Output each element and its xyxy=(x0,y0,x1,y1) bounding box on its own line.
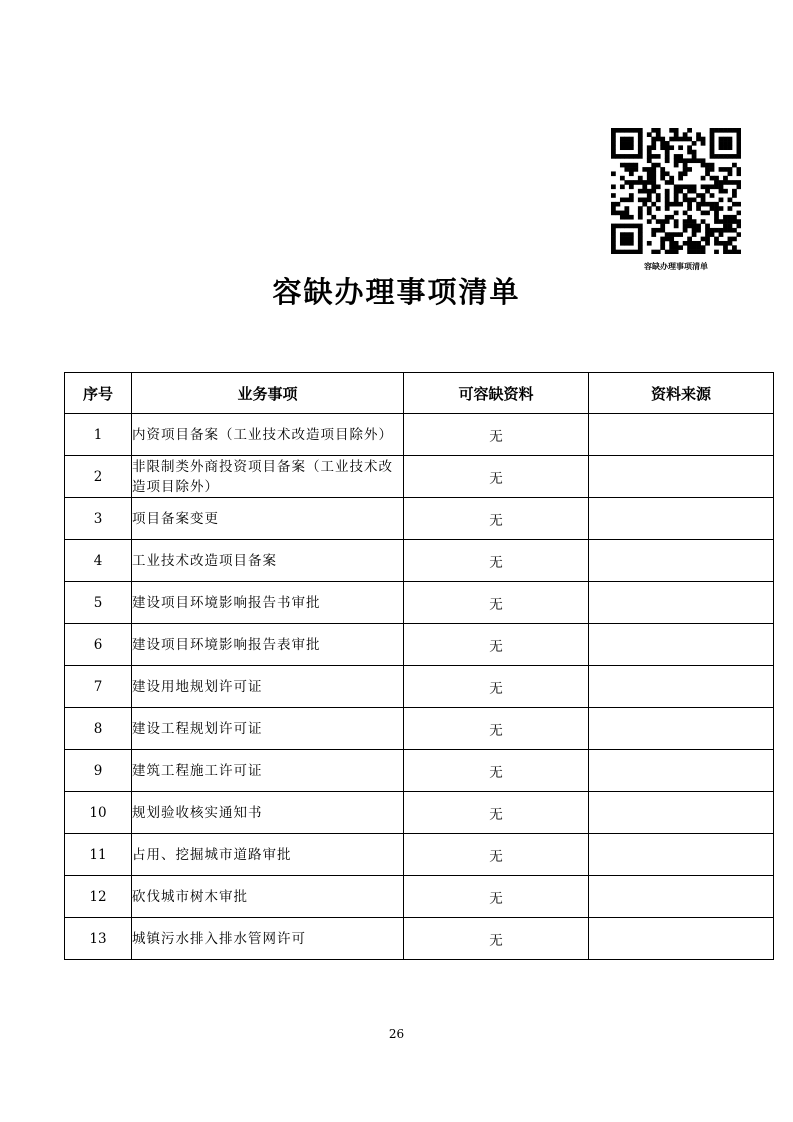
row-item: 项目备案变更 xyxy=(132,498,404,540)
header-item: 业务事项 xyxy=(132,373,404,414)
row-item: 规划验收核实通知书 xyxy=(132,792,404,834)
row-source xyxy=(589,792,774,834)
row-source xyxy=(589,876,774,918)
row-item: 建设项目环境影响报告表审批 xyxy=(132,624,404,666)
document-title: 容缺办理事项清单 xyxy=(272,275,521,309)
row-number: 3 xyxy=(65,498,132,540)
row-number: 7 xyxy=(65,666,132,708)
item-table xyxy=(64,372,774,960)
table-row xyxy=(65,414,774,456)
header-no: 序号 xyxy=(65,373,132,414)
row-missing-docs: 无 xyxy=(404,750,589,792)
header-source: 资料来源 xyxy=(589,373,774,414)
row-source xyxy=(589,498,774,540)
row-item: 占用、挖掘城市道路审批 xyxy=(132,834,404,876)
row-missing-docs: 无 xyxy=(404,540,589,582)
table-row xyxy=(65,750,774,792)
table-row xyxy=(65,708,774,750)
table-row xyxy=(65,582,774,624)
row-number: 9 xyxy=(65,750,132,792)
row-source xyxy=(589,624,774,666)
row-source xyxy=(589,918,774,960)
table-row xyxy=(65,918,774,960)
row-source xyxy=(589,456,774,498)
row-number: 2 xyxy=(65,456,132,498)
row-missing-docs: 无 xyxy=(404,414,589,456)
table-row xyxy=(65,456,774,498)
row-missing-docs: 无 xyxy=(404,792,589,834)
row-item: 城镇污水排入排水管网许可 xyxy=(132,918,404,960)
row-item: 非限制类外商投资项目备案（工业技术改造项目除外） xyxy=(132,456,404,498)
row-item: 建设项目环境影响报告书审批 xyxy=(132,582,404,624)
row-item: 工业技术改造项目备案 xyxy=(132,540,404,582)
row-source xyxy=(589,582,774,624)
row-number: 12 xyxy=(65,876,132,918)
table-row xyxy=(65,540,774,582)
row-item: 建筑工程施工许可证 xyxy=(132,750,404,792)
qr-code-image xyxy=(611,128,741,254)
row-source xyxy=(589,414,774,456)
row-missing-docs: 无 xyxy=(404,708,589,750)
table-row xyxy=(65,876,774,918)
row-number: 4 xyxy=(65,540,132,582)
row-number: 10 xyxy=(65,792,132,834)
row-source xyxy=(589,666,774,708)
qr-caption: 容缺办理事项清单 xyxy=(644,262,708,271)
table-header-row xyxy=(65,373,774,414)
row-number: 1 xyxy=(65,414,132,456)
row-number: 11 xyxy=(65,834,132,876)
qr-code-block xyxy=(611,128,741,272)
row-source xyxy=(589,708,774,750)
row-number: 13 xyxy=(65,918,132,960)
row-missing-docs: 无 xyxy=(404,918,589,960)
table-row xyxy=(65,792,774,834)
row-missing-docs: 无 xyxy=(404,834,589,876)
table-row xyxy=(65,834,774,876)
row-number: 8 xyxy=(65,708,132,750)
row-missing-docs: 无 xyxy=(404,876,589,918)
row-missing-docs: 无 xyxy=(404,624,589,666)
row-missing-docs: 无 xyxy=(404,498,589,540)
table-row xyxy=(65,624,774,666)
header-missing-docs: 可容缺资料 xyxy=(404,373,589,414)
row-missing-docs: 无 xyxy=(404,582,589,624)
row-item: 建设工程规划许可证 xyxy=(132,708,404,750)
table-row xyxy=(65,666,774,708)
row-item: 建设用地规划许可证 xyxy=(132,666,404,708)
row-item: 砍伐城市树木审批 xyxy=(132,876,404,918)
row-item: 内资项目备案（工业技术改造项目除外） xyxy=(132,414,404,456)
table-row xyxy=(65,498,774,540)
page-number: 26 xyxy=(388,1027,405,1041)
row-source xyxy=(589,750,774,792)
row-source xyxy=(589,834,774,876)
row-source xyxy=(589,540,774,582)
row-missing-docs: 无 xyxy=(404,456,589,498)
row-missing-docs: 无 xyxy=(404,666,589,708)
row-number: 6 xyxy=(65,624,132,666)
row-number: 5 xyxy=(65,582,132,624)
